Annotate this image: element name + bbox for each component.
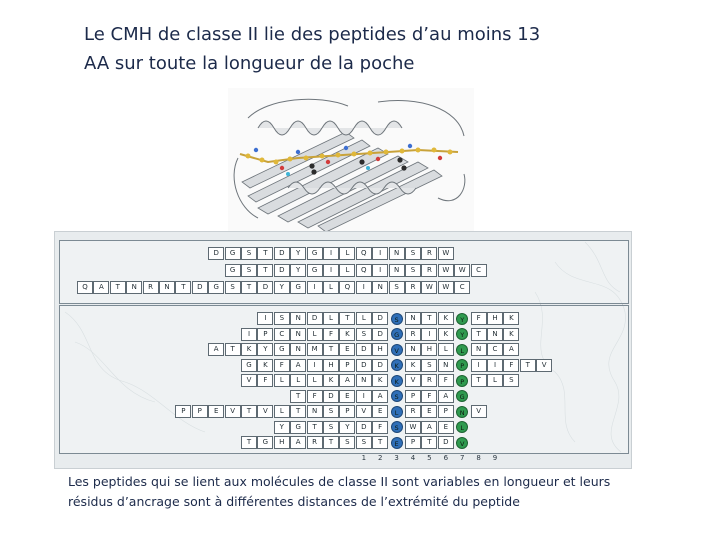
residue-cell: G: [257, 436, 273, 449]
residue-cell: S: [405, 247, 421, 260]
residue-cell: R: [421, 264, 437, 277]
residue-cell: N: [159, 281, 175, 294]
residue-cell: P: [405, 390, 421, 403]
residue-cell: I: [356, 281, 372, 294]
residue-cell: S: [356, 436, 372, 449]
residue-cell: Y: [274, 421, 290, 434]
residue-cell: N: [290, 312, 306, 325]
title-line-1: Le CMH de classe II lie des peptides d’au moins 13: [84, 24, 541, 45]
residue-cell: P: [339, 359, 355, 372]
residue-cell: A: [93, 281, 109, 294]
residue-cell: N: [290, 343, 306, 356]
residue-cell: A: [290, 359, 306, 372]
residue-cell: S: [241, 247, 257, 260]
residue-cell: F: [307, 390, 323, 403]
residue-cell: K: [503, 328, 519, 341]
residue-cell: L: [487, 374, 503, 387]
anchor-residue: E: [391, 437, 403, 449]
residue-cell: D: [372, 328, 388, 341]
residue-cell: N: [487, 328, 503, 341]
anchor-residue: Y: [456, 328, 468, 340]
residue-cell: G: [241, 359, 257, 372]
anchor-residue: P: [456, 375, 468, 387]
residue-cell: G: [307, 264, 323, 277]
residue-cell: V: [536, 359, 552, 372]
residue-cell: S: [421, 359, 437, 372]
anchor-residue: S: [391, 421, 403, 433]
residue-cell: S: [323, 421, 339, 434]
residue-cell: R: [421, 374, 437, 387]
residue-cell: G: [208, 281, 224, 294]
residue-cell: D: [438, 436, 454, 449]
residue-cell: M: [307, 343, 323, 356]
position-number: 4: [410, 454, 416, 462]
residue-cell: I: [241, 328, 257, 341]
residue-cell: D: [208, 247, 224, 260]
residue-cell: T: [110, 281, 126, 294]
residue-cell: H: [421, 343, 437, 356]
residue-cell: I: [421, 328, 437, 341]
residue-cell: K: [257, 359, 273, 372]
residue-cell: H: [323, 359, 339, 372]
residue-cell: N: [126, 281, 142, 294]
residue-cell: Y: [339, 421, 355, 434]
residue-cell: I: [487, 359, 503, 372]
residue-cell: S: [323, 405, 339, 418]
residue-cell: N: [405, 343, 421, 356]
residue-cell: N: [438, 359, 454, 372]
residue-cell: V: [225, 405, 241, 418]
anchor-residue: L: [391, 406, 403, 418]
residue-cell: V: [241, 374, 257, 387]
residue-cell: N: [356, 374, 372, 387]
residue-cell: C: [274, 328, 290, 341]
residue-cell: T: [307, 421, 323, 434]
residue-cell: A: [208, 343, 224, 356]
residue-cell: I: [471, 359, 487, 372]
residue-cell: I: [307, 359, 323, 372]
position-number: 6: [443, 454, 449, 462]
residue-cell: L: [274, 405, 290, 418]
residue-cell: A: [438, 390, 454, 403]
residue-cell: T: [241, 436, 257, 449]
title-line-2: AA sur toute la longueur de la poche: [84, 53, 415, 74]
position-number: 9: [492, 454, 498, 462]
residue-cell: F: [438, 374, 454, 387]
residue-cell: G: [225, 247, 241, 260]
residue-cell: N: [372, 281, 388, 294]
residue-cell: R: [421, 247, 437, 260]
residue-cell: T: [471, 374, 487, 387]
residue-cell: Y: [290, 264, 306, 277]
slide-title: [84, 20, 684, 78]
residue-cell: G: [290, 421, 306, 434]
residue-cell: N: [471, 343, 487, 356]
residue-cell: K: [503, 312, 519, 325]
position-number: 2: [377, 454, 383, 462]
anchor-residue: V: [456, 437, 468, 449]
residue-cell: S: [356, 328, 372, 341]
residue-cell: G: [290, 281, 306, 294]
residue-cell: G: [274, 343, 290, 356]
residue-cell: S: [503, 374, 519, 387]
residue-cell: T: [421, 312, 437, 325]
anchor-residue: K: [391, 359, 403, 371]
position-number: 3: [394, 454, 399, 462]
residue-cell: Q: [339, 281, 355, 294]
residue-cell: D: [274, 264, 290, 277]
residue-cell: T: [290, 390, 306, 403]
residue-cell: S: [405, 264, 421, 277]
anchor-residue: K: [391, 375, 403, 387]
residue-cell: F: [257, 374, 273, 387]
residue-cell: P: [192, 405, 208, 418]
residue-cell: N: [290, 328, 306, 341]
residue-cell: T: [257, 247, 273, 260]
residue-cell: C: [454, 281, 470, 294]
residue-cell: I: [257, 312, 273, 325]
position-number: 8: [476, 454, 481, 462]
residue-cell: E: [208, 405, 224, 418]
residue-cell: A: [339, 374, 355, 387]
residue-cell: H: [487, 312, 503, 325]
residue-cell: N: [307, 405, 323, 418]
residue-cell: G: [307, 247, 323, 260]
residue-cell: E: [421, 405, 437, 418]
residue-cell: T: [225, 343, 241, 356]
residue-cell: F: [421, 390, 437, 403]
residue-cell: A: [372, 390, 388, 403]
residue-cell: P: [257, 328, 273, 341]
residue-cell: L: [438, 343, 454, 356]
residue-cell: D: [372, 359, 388, 372]
residue-cell: I: [323, 264, 339, 277]
residue-cell: Q: [356, 264, 372, 277]
residue-cell: L: [356, 312, 372, 325]
residue-cell: I: [372, 264, 388, 277]
residue-cell: T: [372, 436, 388, 449]
residue-cell: V: [405, 374, 421, 387]
residue-cell: K: [241, 343, 257, 356]
residue-cell: L: [323, 312, 339, 325]
residue-cell: Y: [290, 247, 306, 260]
residue-cell: V: [257, 405, 273, 418]
residue-cell: T: [257, 264, 273, 277]
residue-cell: I: [323, 247, 339, 260]
residue-cell: L: [307, 328, 323, 341]
residue-cell: I: [307, 281, 323, 294]
residue-cell: F: [503, 359, 519, 372]
residue-cell: D: [356, 421, 372, 434]
residue-cell: W: [421, 281, 437, 294]
anchor-residue: G: [391, 328, 403, 340]
residue-cell: K: [323, 374, 339, 387]
residue-cell: Y: [257, 343, 273, 356]
residue-cell: L: [307, 374, 323, 387]
residue-cell: D: [257, 281, 273, 294]
residue-cell: D: [372, 312, 388, 325]
anchor-residue: G: [456, 390, 468, 402]
residue-cell: S: [225, 281, 241, 294]
residue-cell: W: [454, 264, 470, 277]
anchor-residue: S: [391, 313, 403, 325]
position-number: 7: [459, 454, 465, 462]
anchor-residue: V: [391, 344, 403, 356]
residue-cell: P: [339, 405, 355, 418]
residue-cell: R: [405, 281, 421, 294]
anchor-residue: S: [391, 390, 403, 402]
residue-cell: T: [421, 436, 437, 449]
residue-cell: K: [372, 374, 388, 387]
residue-cell: P: [438, 405, 454, 418]
residue-cell: S: [241, 264, 257, 277]
residue-cell: K: [405, 359, 421, 372]
residue-cell: L: [290, 374, 306, 387]
residue-cell: W: [405, 421, 421, 434]
figure-caption: [68, 472, 668, 512]
residue-cell: H: [274, 436, 290, 449]
residue-cell: D: [307, 312, 323, 325]
residue-cell: S: [389, 281, 405, 294]
residue-cell: K: [438, 328, 454, 341]
residue-cell: H: [372, 343, 388, 356]
residue-cell: Y: [274, 281, 290, 294]
residue-cell: C: [471, 264, 487, 277]
residue-cell: F: [471, 312, 487, 325]
residue-cell: R: [307, 436, 323, 449]
residue-cell: R: [143, 281, 159, 294]
residue-cell: D: [356, 343, 372, 356]
residue-cell: E: [339, 343, 355, 356]
residue-cell: W: [438, 247, 454, 260]
residue-cell: A: [290, 436, 306, 449]
anchor-residue: L: [456, 344, 468, 356]
residue-cell: L: [339, 264, 355, 277]
residue-cell: T: [323, 343, 339, 356]
residue-cell: I: [356, 390, 372, 403]
residue-cell: N: [389, 264, 405, 277]
residue-cell: L: [323, 281, 339, 294]
residue-cell: N: [389, 247, 405, 260]
anchor-residue: N: [456, 406, 468, 418]
residue-cell: R: [405, 328, 421, 341]
residue-cell: A: [421, 421, 437, 434]
caption-line-1: Les peptides qui se lient aux molécules de classe II sont variables en longueur et leurs: [68, 474, 611, 489]
residue-cell: E: [339, 390, 355, 403]
residue-cell: V: [471, 405, 487, 418]
residue-cell: L: [274, 374, 290, 387]
residue-cell: K: [339, 328, 355, 341]
residue-cell: V: [356, 405, 372, 418]
residue-cell: F: [372, 421, 388, 434]
anchor-residue: Y: [456, 313, 468, 325]
residue-cell: T: [471, 328, 487, 341]
anchor-residue: L: [456, 421, 468, 433]
residue-cell: F: [274, 359, 290, 372]
residue-cell: F: [323, 328, 339, 341]
residue-cell: T: [339, 312, 355, 325]
residue-cell: T: [290, 405, 306, 418]
residue-cell: S: [274, 312, 290, 325]
mhc-ribbon-icon: [228, 88, 474, 236]
residue-cell: G: [225, 264, 241, 277]
position-number: 1: [361, 454, 367, 462]
residue-cell: K: [438, 312, 454, 325]
residue-cell: E: [438, 421, 454, 434]
anchor-residue: P: [456, 359, 468, 371]
residue-cell: D: [323, 390, 339, 403]
residue-cell: I: [372, 247, 388, 260]
residue-cell: P: [405, 436, 421, 449]
residue-cell: R: [405, 405, 421, 418]
residue-cell: D: [274, 247, 290, 260]
residue-cell: N: [405, 312, 421, 325]
residue-cell: C: [487, 343, 503, 356]
residue-cell: P: [175, 405, 191, 418]
caption-line-2: résidus d’ancrage sont à différentes distances de l’extrémité du peptide: [68, 494, 520, 509]
residue-cell: W: [438, 281, 454, 294]
residue-cell: E: [372, 405, 388, 418]
residue-cell: T: [175, 281, 191, 294]
residue-cell: T: [323, 436, 339, 449]
residue-cell: D: [356, 359, 372, 372]
residue-cell: T: [241, 405, 257, 418]
mhc-structure-illustration: [228, 88, 474, 236]
residue-cell: T: [520, 359, 536, 372]
peptide-alignment-figure: [54, 231, 632, 469]
residue-cell: L: [339, 247, 355, 260]
residue-cell: S: [339, 436, 355, 449]
residue-cell: W: [438, 264, 454, 277]
residue-cell: D: [192, 281, 208, 294]
residue-cell: A: [503, 343, 519, 356]
residue-cell: Q: [77, 281, 93, 294]
position-number: 5: [427, 454, 432, 462]
residue-cell: T: [241, 281, 257, 294]
residue-cell: Q: [356, 247, 372, 260]
